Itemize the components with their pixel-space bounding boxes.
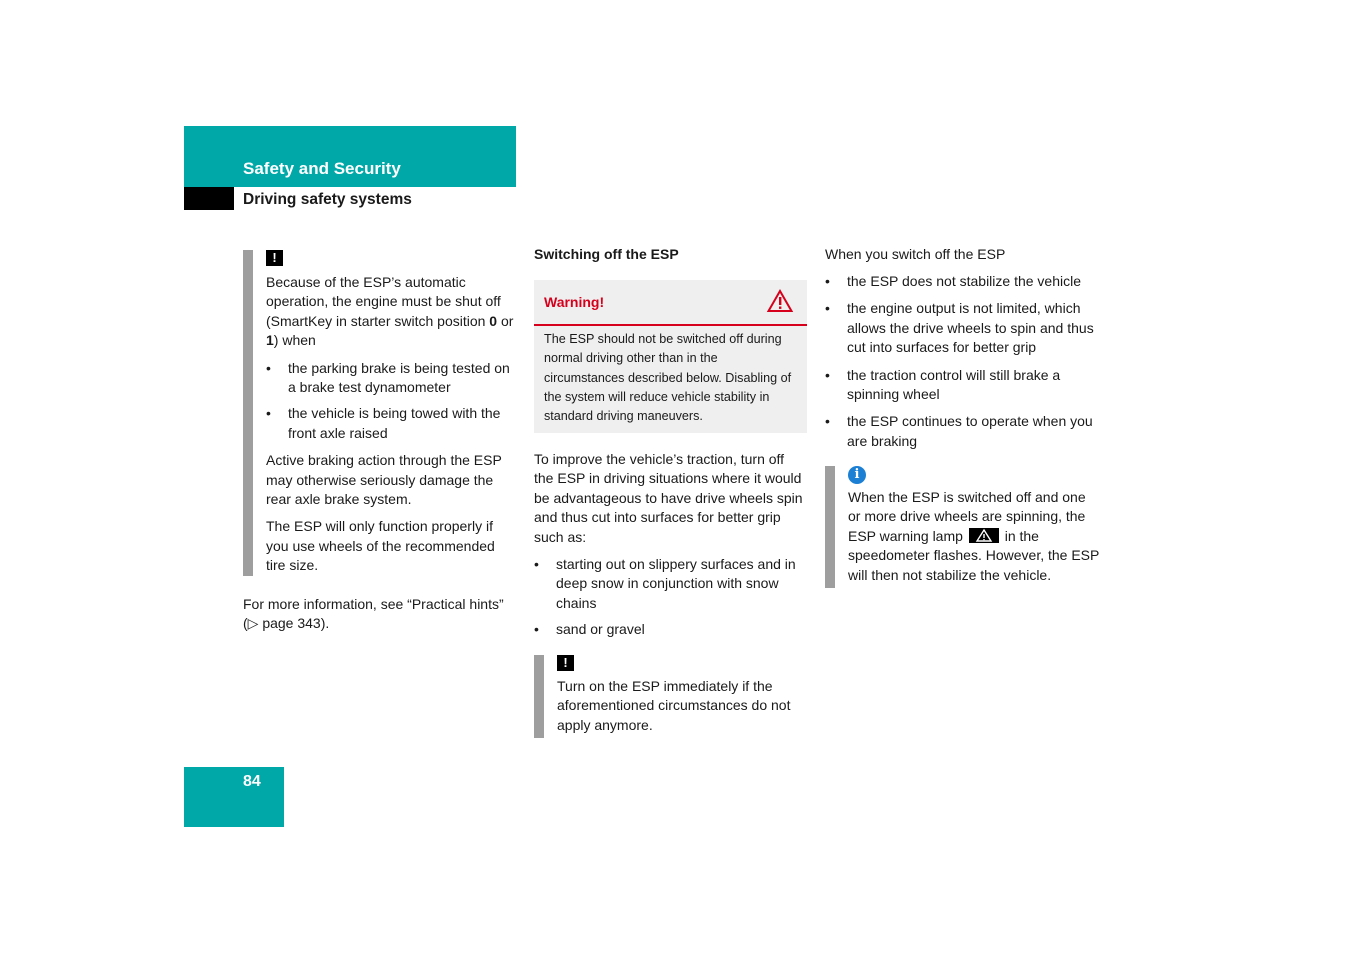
list-item: • the parking brake is being tested on a brake test dynamometer <box>266 359 518 398</box>
body-paragraph: To improve the vehicle’s traction, turn off the ESP in driving situations where it would be advantageous to have drive wheels spin and thus cut into surfaces for better grip such as: <box>534 451 803 545</box>
exclamation-icon: ! <box>557 655 574 671</box>
exclamation-icon: ! <box>266 250 283 266</box>
warning-text: The ESP should not be switched off during normal driving other than in the circumstances described below. Disabling of the system will reduce vehicle stability in standard driving maneuvers. <box>534 326 807 433</box>
note-block-col2 <box>557 653 809 735</box>
heading: Switching off the ESP <box>534 246 679 262</box>
warning-label: Warning! <box>544 294 605 310</box>
note-paragraph: Active braking action through the ESP may otherwise seriously damage the rear axle brake system. <box>266 452 502 508</box>
section-marker <box>184 187 234 210</box>
list-item: • the ESP continues to operate when you are braking <box>825 412 1100 451</box>
info-block <box>848 464 1100 585</box>
intro-text: When you switch off the ESP <box>825 246 1006 262</box>
note-paragraph: The ESP will only function properly if you use wheels of the recommended tire size. <box>266 518 495 574</box>
info-icon: i <box>848 466 866 484</box>
info-bar <box>825 466 835 588</box>
note-text: Turn on the ESP immediately if the aforementioned circumstances do not apply anymore. <box>557 678 791 733</box>
list-item: • the ESP does not stabilize the vehicle <box>825 272 1100 291</box>
subsection-title: Driving safety systems <box>243 191 412 208</box>
list-item: • the engine output is not limited, which allows the drive wheels to spin and thus cut into surfaces for better grip <box>825 299 1100 357</box>
list-item: • starting out on slippery surfaces and in deep snow in conjunction with snow chains <box>534 555 807 613</box>
bullet-list <box>534 555 807 640</box>
page-number-box <box>184 767 284 827</box>
warning-triangle-icon <box>767 289 793 313</box>
bullet-list <box>825 272 1100 451</box>
note-block-col1 <box>266 248 518 576</box>
list-item: • the traction control will still brake a spinning wheel <box>825 366 1100 405</box>
list-item: • sand or gravel <box>534 620 807 639</box>
more-info-reference: For more information, see “Practical hints” (▷ page 343). <box>243 596 504 632</box>
note-bar <box>534 655 544 738</box>
section-title: Safety and Security <box>243 159 401 178</box>
note-bullet-list <box>266 359 518 444</box>
warning-header <box>534 280 807 326</box>
note-bar <box>243 250 253 576</box>
esp-warning-lamp-icon <box>969 528 999 543</box>
page-number: 84 <box>243 773 261 790</box>
note-intro: Because of the ESP’s automatic operation, the engine must be shut off (SmartKey in starter switch position 0 or 1) when <box>266 274 514 349</box>
info-text: When the ESP is switched off and one or more drive wheels are spinning, the ESP warning lamp in the speedometer flashes. However, the ESP will then not stabilize the vehicle. <box>848 489 1100 583</box>
list-item: • the vehicle is being towed with the front axle raised <box>266 404 518 443</box>
